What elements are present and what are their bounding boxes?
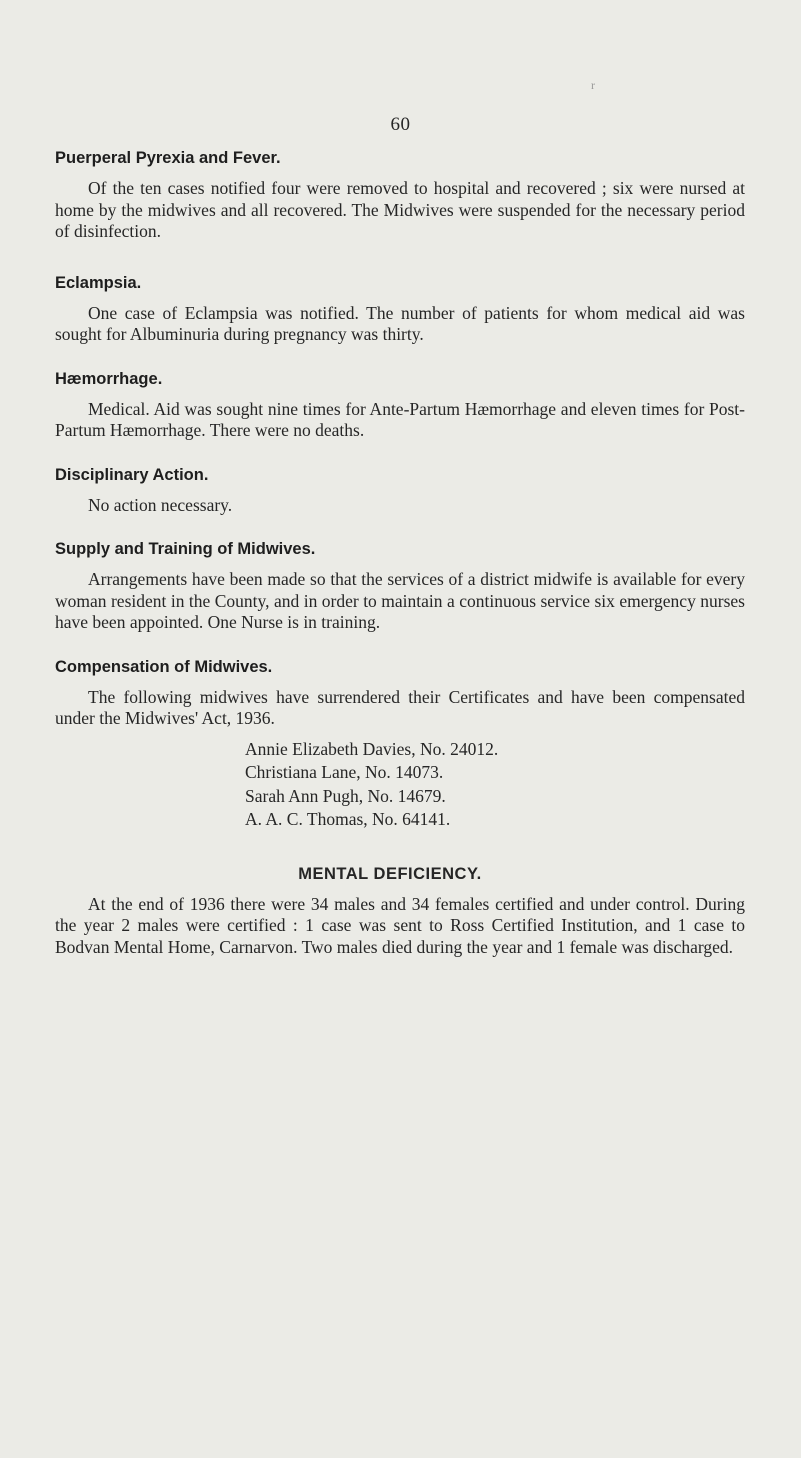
section-heading: Puerperal Pyrexia and Fever. bbox=[55, 149, 281, 167]
section-heading: Hæmorrhage. bbox=[55, 369, 163, 388]
section-paragraph: Arrangements have been made so that the services of a district midwife is available for every woman resident in the County, and in order to maintain a continuous service six emergency nurses have been appointed. One Nurse is in training. bbox=[55, 569, 745, 632]
page-content bbox=[55, 146, 745, 979]
section-heading: Supply and Training of Midwives. bbox=[55, 540, 316, 558]
section-puerperal-pyrexia bbox=[55, 146, 745, 243]
margin-mark: r bbox=[591, 78, 595, 92]
list-item: Annie Elizabeth Davies, No. 24012. bbox=[245, 738, 499, 759]
section-paragraph: One case of Eclampsia was notified. The number of patients for whom medical aid was sought for Albuminuria during pregnancy was thirty. bbox=[55, 302, 745, 344]
section-paragraph: At the end of 1936 there were 34 males and 34 females certified and under control. During the year 2 males were certified : 1 case was sent to Ross Certified Institution, and 1 case to Bodvan Mental Home, Carnarvon. Two males died during the year and 1 female was discharged. bbox=[55, 893, 745, 957]
section-compensation bbox=[55, 655, 745, 832]
page-number: 60 bbox=[390, 114, 411, 135]
section-heading: Compensation of Midwives. bbox=[55, 657, 273, 676]
section-heading: MENTAL DEFICIENCY. bbox=[298, 864, 482, 883]
section-haemorrhage bbox=[55, 367, 745, 442]
section-heading: Disciplinary Action. bbox=[55, 465, 209, 484]
list-item: Christiana Lane, No. 14073. bbox=[245, 762, 444, 782]
list-item: A. A. C. Thomas, No. 64141. bbox=[245, 809, 451, 829]
compensated-midwives-list bbox=[245, 738, 745, 832]
section-paragraph: No action necessary. bbox=[88, 494, 233, 515]
section-paragraph: The following midwives have surrendered their Certificates and have been compensated under the Midwives' Act, 1936. bbox=[55, 686, 745, 728]
section-eclampsia bbox=[55, 271, 745, 346]
section-supply-training bbox=[55, 537, 745, 634]
section-mental-deficiency bbox=[55, 862, 745, 959]
section-heading: Eclampsia. bbox=[55, 273, 142, 292]
section-disciplinary-action bbox=[55, 463, 745, 517]
section-paragraph: Of the ten cases notified four were removed to hospital and recovered ; six were nursed at home by the midwives and all recovered. The Midwives were suspended for the necessary period of disinfection. bbox=[55, 178, 745, 241]
list-item: Sarah Ann Pugh, No. 14679. bbox=[245, 785, 446, 806]
section-paragraph: Medical. Aid was sought nine times for Ante-Partum Hæmorrhage and eleven times for Post-Partum Hæmorrhage. There were no deaths. bbox=[55, 398, 745, 440]
